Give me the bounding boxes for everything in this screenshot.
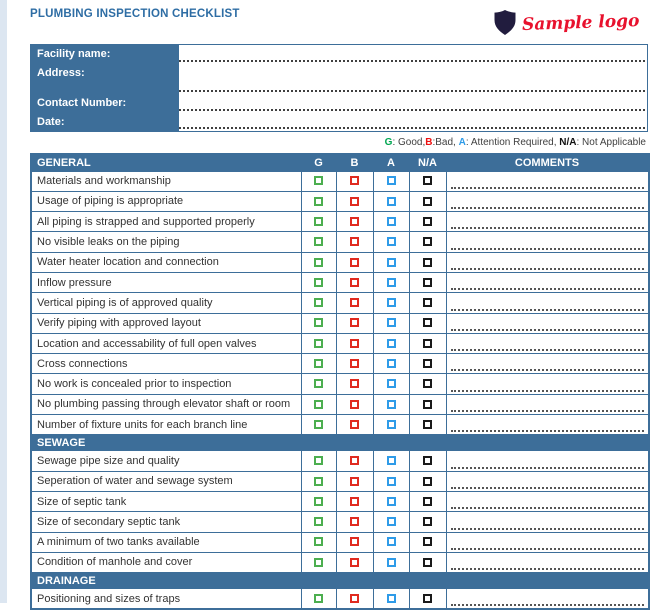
- checkbox-cell: [301, 191, 336, 211]
- checkbox-cell: [373, 589, 409, 609]
- checklist-row: [31, 232, 649, 252]
- checkbox-bad[interactable]: [350, 258, 359, 267]
- item-label: Materials and workmanship: [31, 171, 301, 191]
- comment-line: [451, 487, 645, 489]
- checkbox-na[interactable]: [423, 298, 432, 307]
- comment-line: [451, 390, 645, 392]
- checkbox-cell: [373, 552, 409, 572]
- checkbox-attention[interactable]: [387, 359, 396, 368]
- comment-cell[interactable]: [446, 415, 649, 435]
- comment-cell[interactable]: [446, 272, 649, 292]
- logo: [493, 9, 639, 36]
- checkbox-good[interactable]: [314, 217, 323, 226]
- checkbox-bad[interactable]: [350, 278, 359, 287]
- item-label: No plumbing passing through elevator shaft or room: [31, 394, 301, 414]
- checkbox-cell: [409, 491, 446, 511]
- checkbox-good[interactable]: [314, 379, 323, 388]
- comment-line: [451, 369, 645, 371]
- checkbox-good[interactable]: [314, 420, 323, 429]
- date-field[interactable]: [179, 113, 647, 131]
- checkbox-good[interactable]: [314, 594, 323, 603]
- checklist-row: [31, 532, 649, 552]
- checkbox-cell: [336, 333, 373, 353]
- comment-line: [451, 309, 645, 311]
- checkbox-good[interactable]: [314, 497, 323, 506]
- table-header-row: [31, 154, 649, 171]
- checklist-row: [31, 212, 649, 232]
- checkbox-cell: [409, 512, 446, 532]
- comment-line: [451, 288, 645, 290]
- checkbox-cell: [301, 354, 336, 374]
- comment-line: [451, 187, 645, 189]
- comment-line: [451, 548, 645, 550]
- item-label: Verify piping with approved layout: [31, 313, 301, 333]
- checklist-row: [31, 451, 649, 471]
- checkbox-cell: [336, 252, 373, 272]
- checkbox-attention[interactable]: [387, 517, 396, 526]
- checkbox-cell: [409, 589, 446, 609]
- checkbox-cell: [373, 512, 409, 532]
- checkbox-attention[interactable]: [387, 456, 396, 465]
- checkbox-na[interactable]: [423, 379, 432, 388]
- checkbox-cell: [301, 552, 336, 572]
- legend-na-text: : Not Applicable: [576, 137, 646, 148]
- checkbox-bad[interactable]: [350, 420, 359, 429]
- checkbox-bad[interactable]: [350, 517, 359, 526]
- checkbox-good[interactable]: [314, 298, 323, 307]
- checkbox-bad[interactable]: [350, 477, 359, 486]
- checkbox-cell: [301, 333, 336, 353]
- comment-cell[interactable]: [446, 532, 649, 552]
- checkbox-cell: [373, 252, 409, 272]
- item-label: Size of secondary septic tank: [31, 512, 301, 532]
- checkbox-cell: [409, 191, 446, 211]
- checkbox-cell: [373, 471, 409, 491]
- comment-cell[interactable]: [446, 191, 649, 211]
- column-header-bad: B: [336, 154, 373, 171]
- facility-info-box: [30, 44, 648, 132]
- column-header-na: N/A: [409, 154, 446, 171]
- checklist-row: [31, 589, 649, 609]
- comment-line: [451, 604, 645, 606]
- checkbox-good[interactable]: [314, 258, 323, 267]
- checkbox-good[interactable]: [314, 197, 323, 206]
- checkbox-cell: [336, 293, 373, 313]
- checkbox-good[interactable]: [314, 477, 323, 486]
- checkbox-attention[interactable]: [387, 420, 396, 429]
- item-label: Positioning and sizes of traps: [31, 589, 301, 609]
- item-label: Usage of piping is appropriate: [31, 191, 301, 211]
- comment-line: [451, 467, 645, 469]
- checkbox-cell: [409, 374, 446, 394]
- checkbox-cell: [409, 313, 446, 333]
- checkbox-attention[interactable]: [387, 258, 396, 267]
- checkbox-attention[interactable]: [387, 497, 396, 506]
- page-margin-strip: [0, 0, 7, 603]
- item-label: All piping is strapped and supported properly: [31, 212, 301, 232]
- checkbox-cell: [373, 532, 409, 552]
- checkbox-cell: [409, 354, 446, 374]
- item-label: No visible leaks on the piping: [31, 232, 301, 252]
- checkbox-cell: [409, 212, 446, 232]
- checklist-row: [31, 552, 649, 572]
- section-row: [31, 435, 649, 451]
- checkbox-cell: [336, 451, 373, 471]
- checklist-row: [31, 171, 649, 191]
- checkbox-cell: [336, 313, 373, 333]
- checkbox-bad[interactable]: [350, 400, 359, 409]
- item-label: Vertical piping is of approved quality: [31, 293, 301, 313]
- section-header-general: GENERAL: [31, 154, 301, 171]
- comment-cell[interactable]: [446, 333, 649, 353]
- checkbox-cell: [301, 232, 336, 252]
- checkbox-good[interactable]: [314, 537, 323, 546]
- checkbox-cell: [409, 333, 446, 353]
- legend-attention-text: : Attention Required,: [465, 137, 560, 148]
- checklist-row: [31, 191, 649, 211]
- legend-good-text: : Good,: [392, 137, 426, 148]
- checkbox-na[interactable]: [423, 237, 432, 246]
- checkbox-cell: [336, 171, 373, 191]
- legend-bad-key: B: [425, 137, 433, 148]
- comment-cell[interactable]: [446, 374, 649, 394]
- checkbox-cell: [409, 394, 446, 414]
- item-label: Inflow pressure: [31, 272, 301, 292]
- legend: [30, 137, 646, 148]
- item-label: Number of fixture units for each branch line: [31, 415, 301, 435]
- checkbox-na[interactable]: [423, 278, 432, 287]
- checklist-row: [31, 471, 649, 491]
- checkbox-cell: [301, 374, 336, 394]
- checkbox-na[interactable]: [423, 318, 432, 327]
- comment-line: [451, 568, 645, 570]
- checkbox-cell: [301, 212, 336, 232]
- checkbox-attention[interactable]: [387, 197, 396, 206]
- item-label: Size of septic tank: [31, 491, 301, 511]
- checkbox-cell: [301, 471, 336, 491]
- checklist-row: [31, 333, 649, 353]
- comment-cell[interactable]: [446, 313, 649, 333]
- comment-cell[interactable]: [446, 589, 649, 609]
- checkbox-cell: [373, 394, 409, 414]
- checkbox-na[interactable]: [423, 594, 432, 603]
- fill-in-line: [179, 109, 645, 111]
- checkbox-good[interactable]: [314, 517, 323, 526]
- checklist-row: [31, 512, 649, 532]
- checkbox-good[interactable]: [314, 237, 323, 246]
- checkbox-bad[interactable]: [350, 176, 359, 185]
- checkbox-attention[interactable]: [387, 477, 396, 486]
- contact-number-label: Contact Number:: [31, 94, 179, 113]
- item-label: A minimum of two tanks available: [31, 532, 301, 552]
- checkbox-na[interactable]: [423, 456, 432, 465]
- item-label: No work is concealed prior to inspection: [31, 374, 301, 394]
- item-label: Condition of manhole and cover: [31, 552, 301, 572]
- checkbox-attention[interactable]: [387, 558, 396, 567]
- comment-line: [451, 410, 645, 412]
- checklist-row: [31, 252, 649, 272]
- checkbox-good[interactable]: [314, 318, 323, 327]
- checkbox-bad[interactable]: [350, 558, 359, 567]
- section-row: [31, 573, 649, 589]
- checkbox-na[interactable]: [423, 176, 432, 185]
- logo-text: Sample logo: [521, 10, 640, 35]
- comment-line: [451, 207, 645, 209]
- checkbox-cell: [409, 552, 446, 572]
- checkbox-cell: [409, 272, 446, 292]
- checkbox-attention[interactable]: [387, 339, 396, 348]
- fill-in-line: [179, 60, 645, 62]
- checkbox-cell: [301, 171, 336, 191]
- comment-line: [451, 248, 645, 250]
- comment-line: [451, 430, 645, 432]
- checkbox-cell: [336, 512, 373, 532]
- legend-bad-text: :Bad,: [432, 137, 459, 148]
- checkbox-cell: [336, 415, 373, 435]
- comment-line: [451, 227, 645, 229]
- address-field[interactable]: [179, 64, 647, 94]
- checkbox-na[interactable]: [423, 217, 432, 226]
- checkbox-attention[interactable]: [387, 298, 396, 307]
- checklist-row: [31, 491, 649, 511]
- fill-in-line: [179, 90, 645, 92]
- checkbox-cell: [373, 374, 409, 394]
- page-title: PLUMBING INSPECTION CHECKLIST: [30, 8, 240, 20]
- comment-line: [451, 329, 645, 331]
- comment-cell[interactable]: [446, 354, 649, 374]
- comment-cell[interactable]: [446, 293, 649, 313]
- checkbox-na[interactable]: [423, 359, 432, 368]
- checkbox-bad[interactable]: [350, 537, 359, 546]
- facility-row: [31, 94, 647, 113]
- item-label: Seperation of water and sewage system: [31, 471, 301, 491]
- checkbox-cell: [301, 313, 336, 333]
- checkbox-attention[interactable]: [387, 176, 396, 185]
- checkbox-attention[interactable]: [387, 537, 396, 546]
- checkbox-cell: [373, 293, 409, 313]
- comment-line: [451, 349, 645, 351]
- checkbox-bad[interactable]: [350, 237, 359, 246]
- checkbox-cell: [373, 212, 409, 232]
- checkbox-good[interactable]: [314, 278, 323, 287]
- comment-line: [451, 507, 645, 509]
- checkbox-cell: [301, 394, 336, 414]
- checkbox-bad[interactable]: [350, 298, 359, 307]
- comment-cell[interactable]: [446, 552, 649, 572]
- checkbox-na[interactable]: [423, 339, 432, 348]
- legend-na-key: N/A: [559, 137, 577, 148]
- contact-number-field[interactable]: [179, 94, 647, 113]
- comment-cell[interactable]: [446, 394, 649, 414]
- checkbox-cell: [301, 512, 336, 532]
- column-header-good: G: [301, 154, 336, 171]
- checkbox-cell: [373, 491, 409, 511]
- checkbox-attention[interactable]: [387, 379, 396, 388]
- item-label: Water heater location and connection: [31, 252, 301, 272]
- checkbox-cell: [373, 333, 409, 353]
- checkbox-bad[interactable]: [350, 217, 359, 226]
- checkbox-na[interactable]: [423, 497, 432, 506]
- checkbox-attention[interactable]: [387, 217, 396, 226]
- checkbox-cell: [301, 451, 336, 471]
- checklist-row: [31, 374, 649, 394]
- date-label: Date:: [31, 113, 179, 131]
- checkbox-cell: [409, 293, 446, 313]
- address-label: Address:: [31, 64, 179, 94]
- checkbox-bad[interactable]: [350, 318, 359, 327]
- item-label: Cross connections: [31, 354, 301, 374]
- checkbox-bad[interactable]: [350, 359, 359, 368]
- checkbox-cell: [373, 232, 409, 252]
- comment-cell[interactable]: [446, 512, 649, 532]
- checkbox-cell: [409, 532, 446, 552]
- checkbox-cell: [301, 272, 336, 292]
- checkbox-cell: [409, 171, 446, 191]
- checkbox-cell: [336, 374, 373, 394]
- checkbox-cell: [409, 415, 446, 435]
- facility-row: [31, 45, 647, 64]
- comment-cell[interactable]: [446, 471, 649, 491]
- checkbox-cell: [409, 232, 446, 252]
- comment-line: [451, 528, 645, 530]
- checkbox-cell: [301, 589, 336, 609]
- comment-cell[interactable]: [446, 451, 649, 471]
- comment-cell[interactable]: [446, 232, 649, 252]
- column-header-comments: COMMENTS: [446, 154, 649, 171]
- checkbox-cell: [336, 471, 373, 491]
- checkbox-cell: [336, 272, 373, 292]
- checkbox-good[interactable]: [314, 359, 323, 368]
- checkbox-cell: [373, 171, 409, 191]
- checkbox-bad[interactable]: [350, 197, 359, 206]
- checkbox-bad[interactable]: [350, 594, 359, 603]
- facility-name-label: Facility name:: [31, 45, 179, 64]
- checkbox-attention[interactable]: [387, 400, 396, 409]
- checkbox-cell: [409, 451, 446, 471]
- checklist-row: [31, 354, 649, 374]
- checkbox-attention[interactable]: [387, 594, 396, 603]
- checklist-row: [31, 272, 649, 292]
- facility-name-field[interactable]: [179, 45, 647, 64]
- comment-cell[interactable]: [446, 491, 649, 511]
- checkbox-bad[interactable]: [350, 379, 359, 388]
- checkbox-na[interactable]: [423, 197, 432, 206]
- checkbox-cell: [336, 552, 373, 572]
- comment-cell[interactable]: [446, 171, 649, 191]
- checkbox-bad[interactable]: [350, 456, 359, 465]
- checkbox-good[interactable]: [314, 456, 323, 465]
- comment-line: [451, 268, 645, 270]
- checkbox-cell: [409, 252, 446, 272]
- checklist-row: [31, 394, 649, 414]
- fill-in-line: [179, 127, 645, 129]
- checkbox-cell: [373, 191, 409, 211]
- section-header-drainage: DRAINAGE: [31, 573, 649, 589]
- inspection-table: [30, 153, 650, 610]
- checkbox-cell: [373, 451, 409, 471]
- checkbox-good[interactable]: [314, 400, 323, 409]
- checkbox-good[interactable]: [314, 176, 323, 185]
- checkbox-good[interactable]: [314, 339, 323, 348]
- legend-attention-key: A: [458, 137, 466, 148]
- comment-cell[interactable]: [446, 212, 649, 232]
- item-label: Sewage pipe size and quality: [31, 451, 301, 471]
- checklist-row: [31, 415, 649, 435]
- checkbox-na[interactable]: [423, 517, 432, 526]
- checkbox-cell: [373, 415, 409, 435]
- checkbox-attention[interactable]: [387, 237, 396, 246]
- checkbox-good[interactable]: [314, 558, 323, 567]
- checkbox-cell: [301, 293, 336, 313]
- checkbox-cell: [336, 232, 373, 252]
- facility-row: [31, 64, 647, 94]
- checkbox-cell: [336, 532, 373, 552]
- column-header-attention: A: [373, 154, 409, 171]
- checkbox-na[interactable]: [423, 258, 432, 267]
- checkbox-bad[interactable]: [350, 339, 359, 348]
- checkbox-cell: [409, 471, 446, 491]
- comment-cell[interactable]: [446, 252, 649, 272]
- checkbox-cell: [373, 354, 409, 374]
- checkbox-cell: [301, 252, 336, 272]
- checkbox-cell: [301, 491, 336, 511]
- item-label: Location and accessability of full open valves: [31, 333, 301, 353]
- checkbox-bad[interactable]: [350, 497, 359, 506]
- checkbox-cell: [336, 212, 373, 232]
- checkbox-attention[interactable]: [387, 318, 396, 327]
- checkbox-cell: [336, 589, 373, 609]
- shield-icon: [493, 9, 517, 36]
- checklist-row: [31, 293, 649, 313]
- facility-row: [31, 113, 647, 131]
- checkbox-na[interactable]: [423, 420, 432, 429]
- checkbox-cell: [336, 394, 373, 414]
- checkbox-attention[interactable]: [387, 278, 396, 287]
- checkbox-cell: [373, 313, 409, 333]
- checkbox-cell: [336, 354, 373, 374]
- checkbox-cell: [301, 415, 336, 435]
- checkbox-cell: [336, 491, 373, 511]
- checklist-row: [31, 313, 649, 333]
- checkbox-cell: [336, 191, 373, 211]
- checkbox-na[interactable]: [423, 400, 432, 409]
- checkbox-na[interactable]: [423, 477, 432, 486]
- checkbox-na[interactable]: [423, 537, 432, 546]
- legend-good-key: G: [384, 137, 393, 148]
- checkbox-na[interactable]: [423, 558, 432, 567]
- checkbox-cell: [373, 272, 409, 292]
- section-header-sewage: SEWAGE: [31, 435, 649, 451]
- checkbox-cell: [301, 532, 336, 552]
